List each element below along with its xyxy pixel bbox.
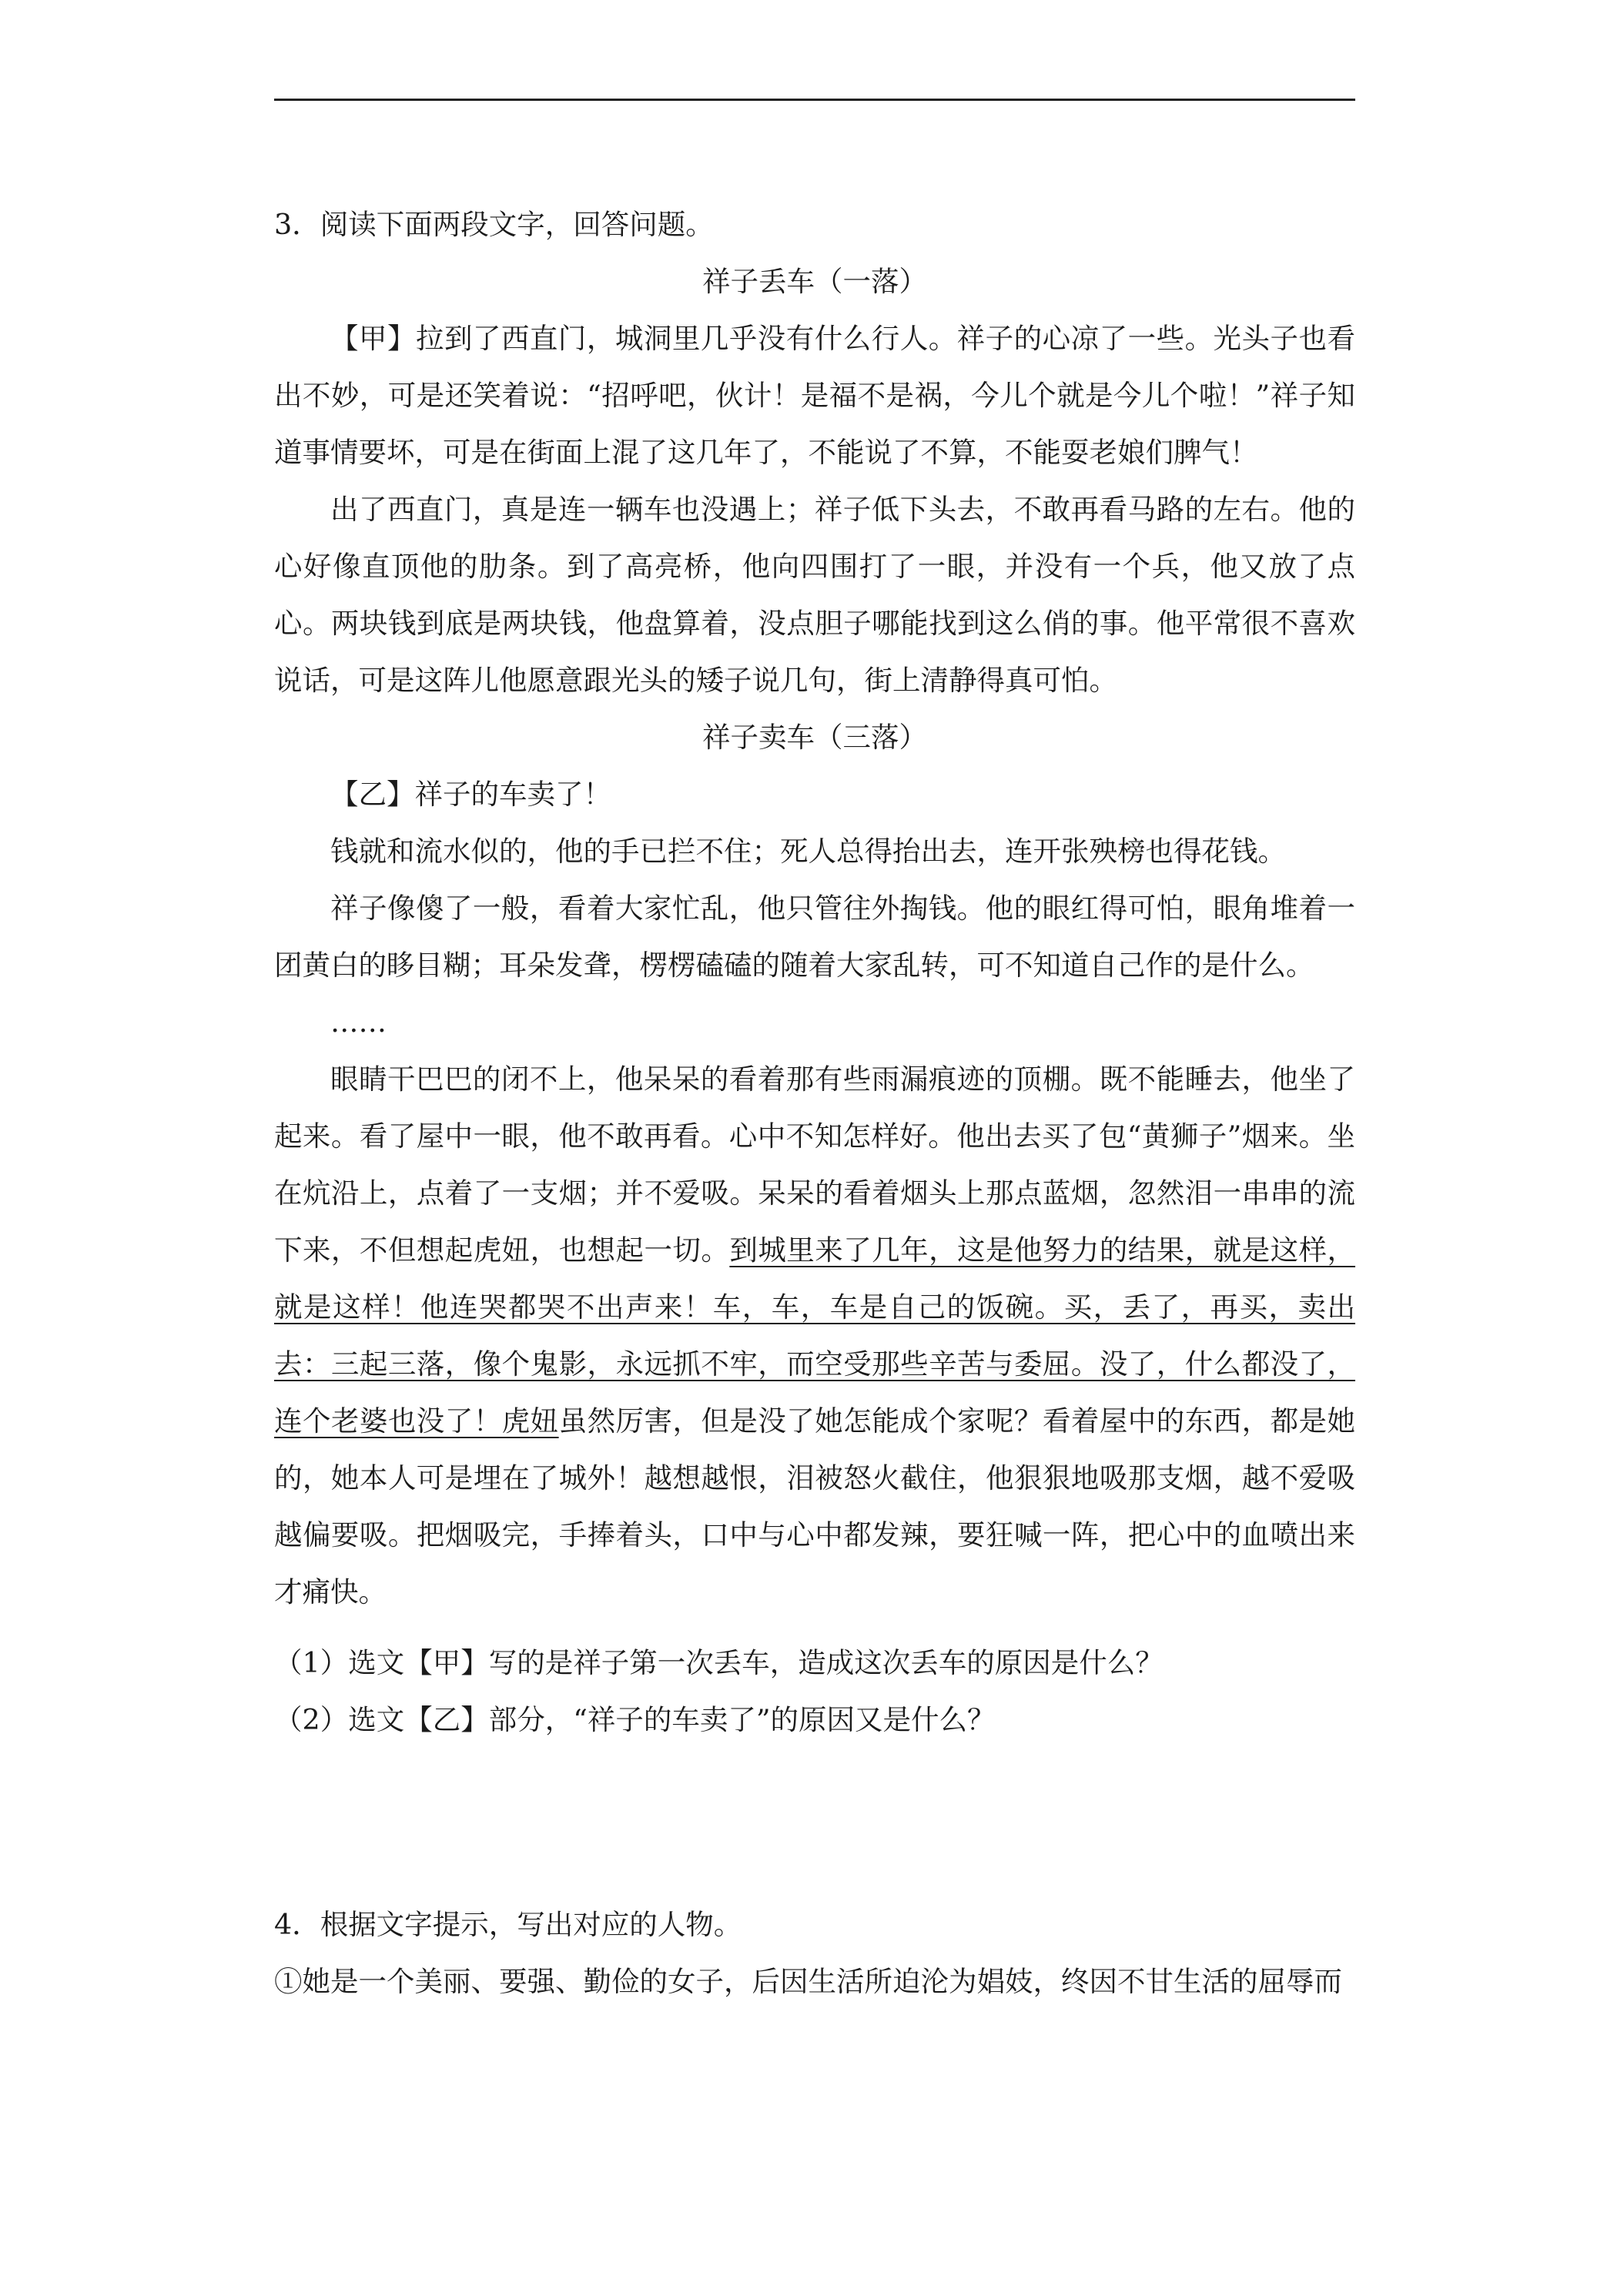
passage-title-1: 祥子丢车（一落） — [702, 265, 927, 298]
passage-jia-paragraph-2: 出了西直门，真是连一辆车也没遇上；祥子低下头去，不敢再看马路的左右。他的心好像直顶他的肋条。到了高亮桥，他向四围打了一眼，并没有一个兵，他又放了点心。两块钱到底是两块钱，他盘算着，没点胆子哪能找到这么俏的事。他平常很不喜欢说话，可是这阵儿他愿意跟光头的矮子说几句，街上清静得真可怕。 — [274, 493, 1355, 697]
passage-yi-paragraph-2: 钱就和流水似的，他的手已拦不住；死人总得抬出去，连开张殃榜也得花钱。 — [330, 835, 1286, 868]
ellipsis: …… — [330, 1006, 387, 1039]
question-4-item-1: ①她是一个美丽、要强、勤俭的女子，后因生活所迫沦为娼妓，终因不甘生活的屈辱而 — [274, 1965, 1342, 1998]
passage-yi-paragraph-3: 祥子像傻了一般，看着大家忙乱，他只管往外掏钱。他的眼红得可怕，眼角堆着一团黄白的眵目糊；耳朵发聋，楞楞磕磕的随着大家乱转，可不知道自己作的是什么。 — [274, 892, 1355, 982]
paragraph-4-lead-text: 眼睛干巴巴的闭不上，他呆呆的看着那有些雨漏痕迹的顶棚。既不能睡去，他坐了起来。看了屋中一眼，他不敢再看。心中不知怎样好。他出去买了包“黄狮子”烟来。坐在炕沿上，点着了一支烟；并不爱吸。呆呆的看着烟头上那点蓝烟，忽然泪一串串的流下来，不但想起虎妞，也想起一切。 — [274, 1063, 1355, 1267]
sub-question-2: （2）选文【乙】部分，“祥子的车卖了”的原因又是什么？ — [274, 1703, 996, 1736]
passage-title-2: 祥子卖车（三落） — [702, 721, 927, 754]
header-rule — [274, 99, 1355, 101]
passage-jia-paragraph-1: 【甲】拉到了西直门，城洞里几乎没有什么行人。祥子的心凉了一些。光头子也看出不妙，可是还笑着说：“招呼吧，伙计！是福不是祸，今儿个就是今儿个啦！”祥子知道事情要坏，可是在街面上混了这几年了，不能说了不算，不能耍老娘们脾气！ — [274, 322, 1355, 469]
paragraph-4-tail-text: 虽然厉害，但是没了她怎能成个家呢？看着屋中的东西，都是她的，她本人可是埋在了城外！越想越恨，泪被怒火截住，他狠狠地吸那支烟，越不爱吸越偏要吸。把烟吸完，手捧着头，口中与心中都发辣，要狂喊一阵，把心中的血喷出来才痛快。 — [274, 1404, 1356, 1608]
question-3-heading: 3．阅读下面两段文字，回答问题。 — [274, 208, 714, 241]
sub-question-1: （1）选文【甲】写的是祥子第一次丢车，造成这次丢车的原因是什么？ — [274, 1646, 1164, 1679]
passage-yi-paragraph-1: 【乙】祥子的车卖了！ — [330, 778, 611, 811]
passage-yi-paragraph-4 — [274, 1051, 1355, 1621]
underlined-passage: 到城里来了几年，这是他努力的结果，就是这样，就是这样！他连哭都哭不出声来！车，车，车是自己的饭碗。买，丢了，再买，卖出去：三起三落，像个鬼影，永远抓不牢，而空受那些辛苦与委屈。没了，什么都没了，连个老婆也没了！虎妞 — [274, 1233, 1356, 1438]
question-4-heading: 4．根据文字提示，写出对应的人物。 — [274, 1908, 742, 1941]
document-body — [274, 196, 1355, 2010]
